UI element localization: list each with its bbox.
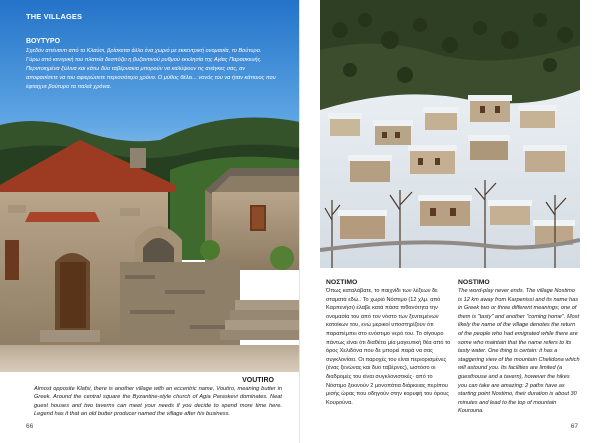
english-title-nostimo: NOSTIMO (458, 279, 490, 286)
greek-column-nostimo (326, 279, 452, 407)
section-label: THE VILLAGES (26, 12, 83, 21)
right-page (300, 0, 600, 443)
english-title-voutiro: VOUTIRO (242, 377, 274, 384)
english-body-nostimo: The word-play never ends. The village Nostimo is 12 km away from Karpenissi and its name has in Greek two or three different meanings; one of them is "tasty" and another "coming home". Most likely the name of the village denotes the return of the people who had emigrated while there are some who maintain that the name refers to its tasty water. One thing is certain: it has a staggering view of the mountain Chelidona which will astound you. Its facilities are limited (a guesthouse and a tavern), however the hikes you can take are amazing: 2 paths have as starting point Nostimo, their duration is about 30 minutes and lead to the top of mountain Kourouna. (458, 288, 580, 415)
page-number-left: 66 (26, 423, 34, 430)
greek-body-nostimo: Όπως καταλάβατε, το παιχνίδι των λέξεων δε σταματά εδώ.. Το χωριό Νόστιμο (12 χλμ. από Καρπενήσι) έλαβε κατά πάσα πιθανότητα την ονομασία του από τον νόστο των ξενιτεμένων κατοίκων του, ενώ μερικοί υποστηρίζουν ότι παραπέμπει στο ενόστιμο νερό του. Το σίγουρο πάντως είναι ότι διαθέτει μία μαγευτική θέα από το όρος Χελιδόνα που δε μπορεί παρά να σας συγκλονίσει. Οι παροχές του είναι περιορισμένες (ένας ξενώνας και δυο ταβέρνες), ωστόσο οι διαδρομές του είναι συγκλονιστικές· από το Νόστιμο ξεκινούν 2 μονοπάτια διάρκειας περίπου μισής ώρας που οδηγούν στην κορυφή του όρους Κουρούνα. (326, 288, 451, 406)
greek-body-voutiro: Σχεδόν απέναντι από το Κλαύσι, βρίσκεται άλλο ένα χωριό με εκκεντρική ονομασία, το Βούτυρο. Γύρω από κεντρική του πλατεία δεσπόζει η βυζαντινού ρυθμού εκκλησία της Αγίας Παρασκευής. Περιποιημένα ξύλινα και κάτω δύο ταβέρνακια μπορούν να καλύψουν τις ανάγκες σας, αν αποφασίσετε να του αφιερώσετε περισσότερο χρόνο. Ο μύθος θέλει... νονός του να ήταν κάποιος που έφτιαχνε βούτυρο τα παλιά χρόνια. (26, 48, 276, 90)
page-number-right: 67 (570, 423, 578, 430)
english-body-voutiro: Almost opposite Klafsi, there is another village with an eccentric name, Voutiro, meaning butter in Greek. Around the central square the Byzantine-style church of Agia Paraskevi dominates. Neat guest houses and two taverns can meet your needs if you decide to spend more time here. Legend has it that an old butter producer named the village after his business. (34, 386, 282, 418)
greek-title-nostimo: ΝΟΣΤΙΜΟ (326, 279, 358, 286)
english-column-nostimo (458, 279, 580, 416)
nostimo-village-photo (320, 0, 580, 268)
greek-title-voutiro: ΒΟΥΤΥΡΟ (26, 38, 61, 45)
